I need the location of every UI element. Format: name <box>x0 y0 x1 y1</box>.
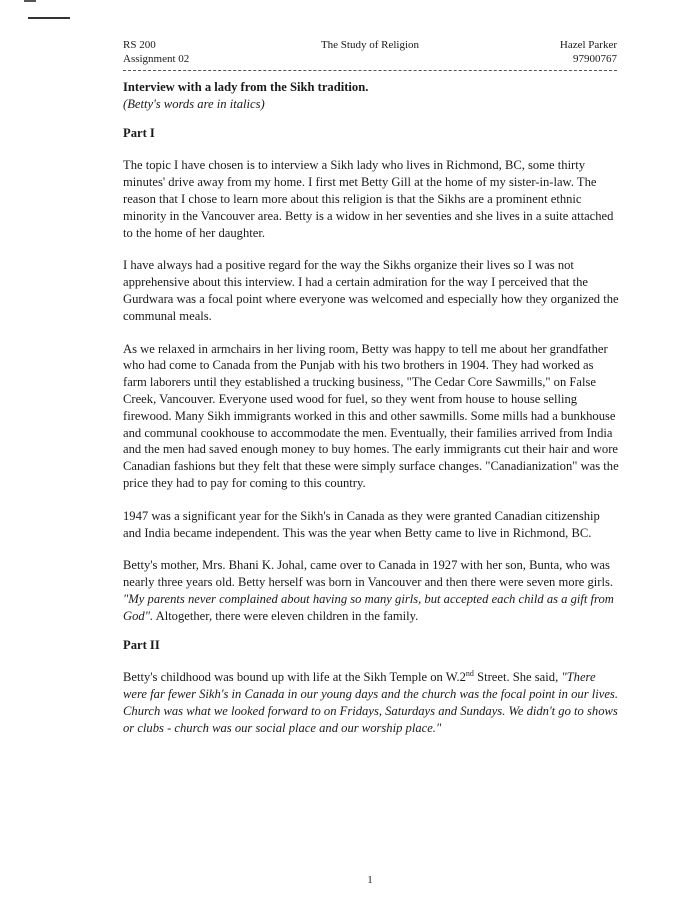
author-name: Hazel Parker <box>559 39 617 51</box>
paragraph-5-text: Betty's mother, Mrs. Bhani K. Johal, came over to Canada in 1927 with her son, Bunta, who was nearly three years old. Betty herself was born in Vancouver and then there were seven more girls. <box>123 558 614 590</box>
paragraph-2: I have always had a positive regard for the way the Sikhs organize their lives so I was not apprehensive about this interview. I had a certain admiration for the way I perceived that the Gurdwara was a focal point where everyone was welcomed and especially how they organized the communal meals. <box>123 258 619 323</box>
scan-artifact <box>24 0 36 2</box>
paragraph-5-quote: "My parents never complained about having so many girls, but accepted each child as a gift from God". <box>123 591 614 623</box>
paragraph-1: The topic I have chosen is to interview a Sikh lady who lives in Richmond, BC, some thirty minutes' drive away from my home. I first met Betty Gill at the home of my sister-in-law. The reason that I chose to learn more about this religion is that the Sikhs are a prominent ethnic minority in the Vancouver area. Betty is a widow in her seventies and she lives in a suite attached to the home of her daughter. <box>123 158 614 240</box>
paragraph-6-text: Betty's childhood was bound up with life at the Sikh Temple on W.2 <box>123 670 466 685</box>
course-code: RS 200 <box>123 39 156 51</box>
assignment-label: Assignment 02 <box>123 53 190 65</box>
paragraph-6 <box>123 669 619 736</box>
paragraph-6-quote: "There were far fewer Sikh's in Canada in our young days and the church was the focal point in our lives. Church was what we looked forward to on Fridays, Saturdays and Sundays. We didn't go to shows or clubs - church was our social place and our worship place." <box>123 670 618 735</box>
paragraph-6-mid: Street. She said, <box>473 670 562 685</box>
scan-artifact-line <box>28 17 70 19</box>
document-title: Interview with a lady from the Sikh tradition. <box>123 80 369 94</box>
paragraph-6-superscript: nd <box>465 669 474 679</box>
student-id: 97900767 <box>573 53 617 65</box>
header-divider <box>123 70 617 71</box>
page-number: 1 <box>367 874 373 886</box>
paragraph-5 <box>123 557 619 624</box>
paragraph-4: 1947 was a significant year for the Sikh's in Canada as they were granted Canadian citizenship and India became independent. This was the year when Betty came to live in Richmond, BC. <box>123 508 600 540</box>
document-body <box>123 79 619 737</box>
paragraph-5-tail: Altogether, there were eleven children in the family. <box>153 608 419 623</box>
header-right <box>560 38 617 66</box>
section-heading-part1: Part I <box>123 125 155 140</box>
section-heading-part2: Part II <box>123 637 160 652</box>
page-header <box>123 38 617 70</box>
paragraph-3: As we relaxed in armchairs in her living room, Betty was happy to tell me about her grandfather who had come to Canada from the Punjab with his two brothers in 1904. They had worked as farm laborers until they established a trucking business, "The Cedar Core Sawmills," on False Creek, Vancouver. Everyone used wood for fuel, so they went from house to house selling firewood. Many Sikh immigrants worked in this and other sawmills. Some mills had a bunkhouse and communal cookhouse to accommodate the men. Eventually, their families arrived from India and the men had saved enough money to buy homes. The early immigrants cut their hair and wore Canadian fashions but they felt that these were simply surface changes. "Canadianization" was the price they had to pay for coming to this country. <box>123 341 619 490</box>
course-title: The Study of Religion <box>320 39 420 51</box>
document-subtitle: (Betty's words are in italics) <box>123 96 265 111</box>
